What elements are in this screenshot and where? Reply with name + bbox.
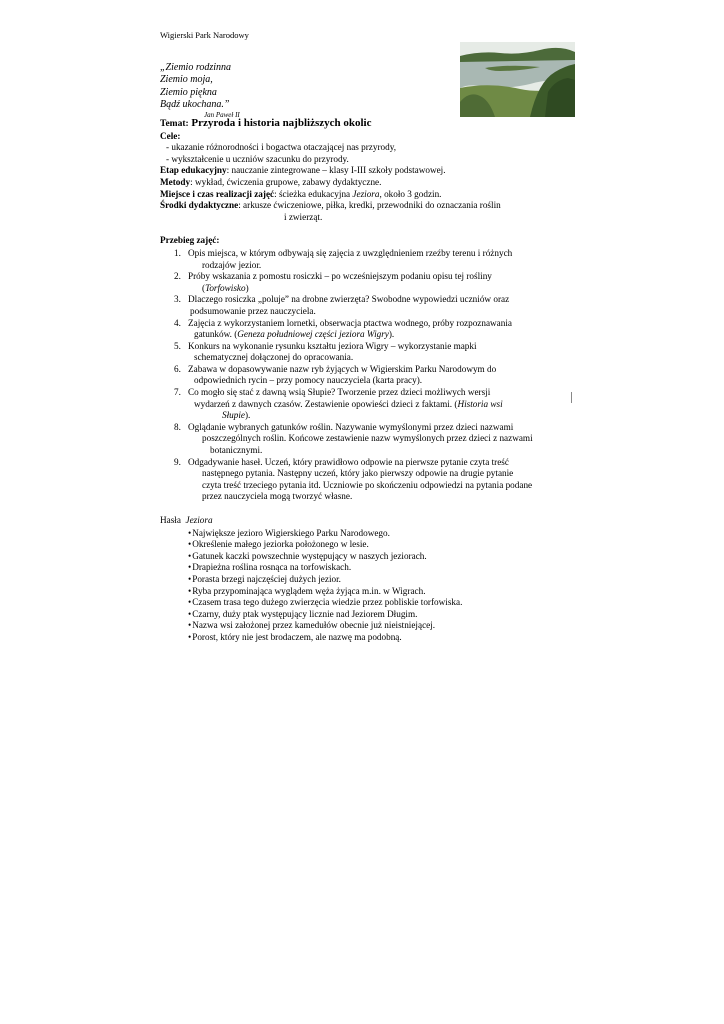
aids-label: Środki dydaktyczne [160, 200, 239, 211]
stage-label: Etap edukacyjny [160, 165, 227, 176]
step-cont-post: ). [388, 329, 395, 340]
clue-item: • Porasta brzegi najczęściej dużych jezior. [160, 574, 565, 586]
step-cont2-italic: Słupie [222, 410, 245, 421]
step-continuation: następnego pytania. Następny uczeń, który jako pierwszy odpowie na drugie pytanie [202, 468, 514, 479]
clue-item: • Określenie małego jeziorka położonego w lesie. [160, 539, 565, 551]
step-number: 3. [174, 294, 181, 305]
stage-value: : nauczanie zintegrowane – klasy I-III szkoły podstawowej. [226, 165, 446, 176]
procedure-step [160, 341, 565, 364]
goals-label: Cele: [160, 130, 181, 141]
step-continuation: odpowiednich rycin – przy pomocy nauczyciela (karta pracy). [194, 375, 423, 386]
step-text: Próby wskazania z pomostu rosiczki – po wcześniejszym podaniu opisu tej rośliny [188, 271, 492, 282]
step-number: 4. [174, 317, 181, 328]
clues-topic: Jeziora [185, 515, 213, 525]
step-text: Odgadywanie haseł. Uczeń, który prawidłowo odpowie na pierwsze pytanie czyta treść [188, 456, 509, 467]
clues-heading [160, 515, 565, 527]
step-continuation [188, 329, 565, 341]
clue-item: • Nazwa wsi założonej przez kamedułów obecnie już nieistniejącej. [160, 620, 565, 632]
teaching-aids [160, 200, 565, 212]
methods-value: : wykład, ćwiczenia grupowe, zabawy dydaktyczne. [190, 176, 382, 187]
poem-line: Ziemio piękna [160, 86, 217, 98]
step-number: 7. [174, 387, 181, 398]
clue-item: • Czasem trasa tego dużego zwierzęcia wiedzie przez pobliskie torfowiska. [160, 597, 565, 609]
aids-continuation: i zwierząt. [284, 211, 323, 222]
goal-item: - ukazanie różnorodności i bogactwa otaczającej nas przyrody, [166, 142, 397, 153]
poem-author: Jan Paweł II [204, 111, 240, 120]
procedure-step [160, 387, 565, 422]
topic-label: Temat: [160, 119, 189, 129]
clue-item: • Czarny, duży ptak występujący licznie nad Jeziorem Długim. [160, 609, 565, 621]
procedure-step [160, 271, 565, 294]
lake-landscape-illustration [460, 42, 575, 117]
step-number: 8. [174, 421, 181, 432]
step-text: Dlaczego rosiczka „poluje” na drobne zwierzęta? Swobodne wypowiedzi uczniów oraz [188, 294, 510, 305]
place-italic: Jeziora [352, 188, 380, 199]
step-text: Opis miejsca, w którym odbywają się zajęcia z uwzględnieniem rzeźby terenu i różnych [188, 247, 513, 258]
step-cont2-post: ). [244, 410, 251, 421]
step-continuation-2 [188, 410, 565, 422]
step-text: Zabawa w dopasowywanie nazw ryb żyjących w Wigierskim Parku Narodowym do [188, 363, 497, 374]
step-continuation-2: czyta treść trzeciego pytania itd. Uczniowie po skończeniu odpowiedzi na pytania podane [202, 479, 533, 490]
procedure-step [160, 294, 565, 317]
step-cont-italic: Torfowisko [205, 282, 246, 293]
step-number: 5. [174, 340, 181, 351]
step-cont-pre: ( [202, 282, 206, 293]
step-text: Co mogło się stać z dawną wsią Słupie? Tworzenie przez dzieci możliwych wersji [188, 387, 491, 398]
goal-item: - wykształcenie u uczniów szacunku do przyrody. [166, 153, 349, 164]
procedure-step [160, 248, 565, 271]
step-number: 1. [174, 247, 181, 258]
step-number: 6. [174, 363, 181, 374]
poem-line: „Ziemio rodzinna [160, 62, 232, 73]
step-cont-italic: Geneza południowej części jeziora Wigry [237, 329, 389, 340]
step-continuation-3: przez nauczyciela mogą tworzyć własne. [202, 491, 353, 502]
step-text: Oglądanie wybranych gatunków roślin. Nazywanie wymyślonymi przez dzieci nazwami [188, 421, 514, 432]
place-label: Miejsce i czas realizacji zajęć [160, 188, 275, 199]
page-header: Wigierski Park Narodowy [160, 30, 249, 40]
step-cont-italic: Historia wsi [457, 398, 503, 409]
lesson-plan [160, 118, 565, 644]
step-cont-pre: wydarzeń z dawnych czasów. Zestawienie opowieści dzieci z faktami. ( [194, 398, 458, 409]
step-continuation-2: botanicznymi. [210, 445, 263, 456]
step-cont-pre: gatunków. ( [194, 329, 238, 340]
procedure-step [160, 364, 565, 387]
step-cont-post: ) [245, 282, 249, 293]
step-text: Konkurs na wykonanie rysunku kształtu jeziora Wigry – wykorzystanie mapki [188, 340, 477, 351]
aids-value: : arkusze ćwiczeniowe, piłka, kredki, przewodniki do oznaczania roślin [238, 200, 501, 211]
procedure-list [160, 248, 565, 503]
procedure-step [160, 318, 565, 341]
step-text: Zajęcia z wykorzystaniem lornetki, obserwacja ptactwa wodnego, próby rozpoznawania [188, 317, 512, 328]
step-continuation: poszczególnych roślin. Końcowe zestawienie nazw wymyślonych przez dzieci z nazwami [202, 433, 533, 444]
poem-quote [160, 62, 240, 120]
place-post: , około 3 godzin. [379, 188, 442, 199]
methods [160, 177, 565, 189]
step-continuation [188, 283, 565, 295]
clue-item: • Gatunek kaczki powszechnie występujący w naszych jeziorach. [160, 551, 565, 563]
poem-line: Ziemio moja, [160, 74, 213, 86]
methods-label: Metody [160, 176, 191, 187]
step-continuation [188, 399, 565, 411]
procedure-step [160, 457, 565, 503]
place-and-time [160, 189, 565, 201]
margin-change-bar [571, 392, 572, 403]
clue-item: • Porost, który nie jest brodaczem, ale nazwę ma podobną. [160, 632, 565, 644]
procedure-label: Przebieg zajęć: [160, 235, 220, 246]
topic-value: Przyroda i historia najbliższych okolic [191, 117, 372, 129]
lesson-topic [160, 118, 565, 131]
clues-list [160, 528, 565, 644]
step-continuation: rodzajów jezior. [202, 259, 262, 270]
clues-label: Hasła [160, 515, 181, 525]
lake-landscape-photo [460, 42, 575, 117]
clue-item: • Drapieżna roślina rosnąca na torfowiskach. [160, 562, 565, 574]
step-continuation: podsumowanie przez nauczyciela. [190, 305, 316, 316]
poem-line: Bądź ukochana.” [160, 98, 230, 110]
place-pre: : ścieżka edukacyjna [274, 188, 353, 199]
step-number: 9. [174, 456, 181, 467]
procedure-step [160, 422, 565, 457]
step-continuation: schematycznej dołączonej do opracowania. [194, 352, 354, 363]
step-number: 2. [174, 271, 181, 282]
clue-item: • Ryba przypominająca wyglądem węża żyjąca m.in. w Wigrach. [160, 586, 565, 598]
clue-item: • Największe jezioro Wigierskiego Parku Narodowego. [160, 528, 565, 540]
education-stage [160, 165, 565, 177]
